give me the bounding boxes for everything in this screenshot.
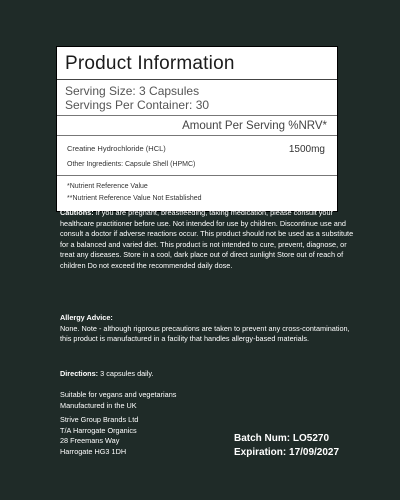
ingredient-row [65, 139, 329, 158]
serving-size: Serving Size: 3 Capsules [65, 84, 200, 98]
other-ingredients: Other Ingredients: Capsule Shell (HPMC) [67, 161, 196, 168]
address-line: T/A Harrogate Organics [60, 425, 137, 435]
divider [57, 79, 337, 80]
divider [57, 135, 337, 136]
manufactured-text: Manufactured in the UK [60, 400, 137, 410]
vegan-text: Suitable for vegans and vegetarians [60, 390, 177, 399]
allergy-text: None. Note - although rigorous precautions are taken to prevent any cross-contamination, this product is manufactured in a facility that handles allergy-based materials. [60, 323, 350, 343]
product-information-panel [56, 46, 338, 212]
directions-label: Directions: [60, 369, 99, 378]
cautions-label: Cautions: [60, 208, 94, 217]
suitability-section [60, 390, 360, 411]
batch-info [234, 432, 394, 460]
cautions-text: If you are pregnant, breastfeeding, taking medication, please consult your healthcare practitioner before use. Not intended for use by children. Discontinue use and consult a doctor if adverse reactions occur. This product should not be used as a substitute for a balanced and varied diet. This product is not intended to cure, prevent, diagnose, or treat any diseases. Store in a cool, dark place out of direct sunlight Store out of reach of children Do not exceed the recommended daily dose. [60, 208, 354, 270]
divider [57, 175, 337, 176]
address-line: Strive Group Brands Ltd [60, 415, 139, 424]
allergy-section [60, 313, 360, 345]
ingredient-name: Creatine Hydrochloride (HCL) [67, 144, 166, 153]
address-line: Harrogate HG3 1DH [60, 446, 127, 456]
address-line: 28 Freemans Way [60, 436, 120, 445]
ingredient-amount: 1500mg [288, 144, 325, 155]
allergy-label: Allergy Advice: [60, 313, 113, 322]
divider [57, 115, 337, 116]
nrv-not-established-note: **Nutrient Reference Value Not Established [67, 195, 202, 202]
directions-section [60, 369, 360, 380]
servings-per-container: Servings Per Container: 30 [65, 98, 210, 112]
amount-per-serving-header: Amount Per Serving %NRV* [182, 120, 327, 132]
panel-title: Product Information [65, 53, 235, 74]
batch-number: Batch Num: LO5270 [234, 433, 330, 444]
cautions-section [60, 208, 360, 271]
nrv-note: *Nutrient Reference Value [67, 183, 148, 190]
expiration-date: Expiration: 17/09/2027 [234, 447, 340, 458]
directions-text: 3 capsules daily. [100, 369, 154, 378]
